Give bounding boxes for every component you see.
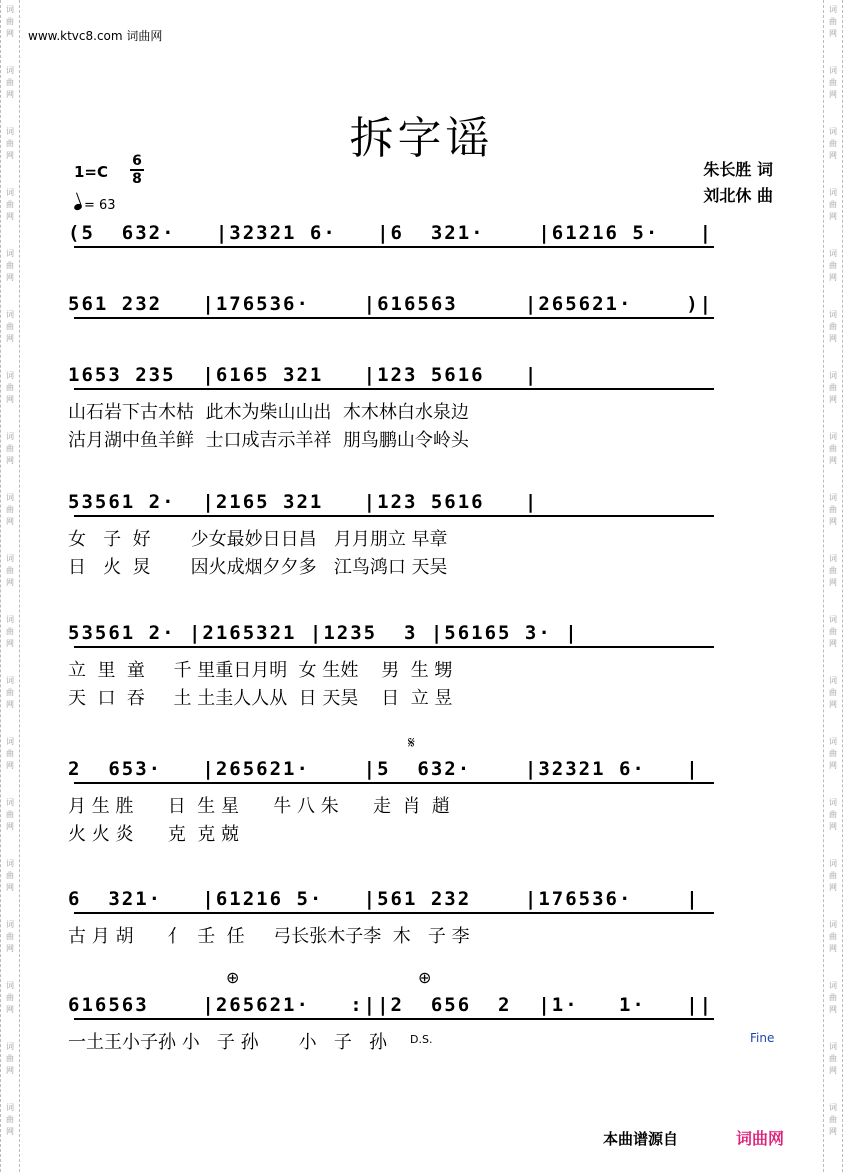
footer-brand[interactable]: 词曲网: [736, 1129, 785, 1148]
melody-line: 2 653· |265621· |5 632· |32321 6· |: [68, 758, 700, 780]
underline-beam: [74, 912, 714, 914]
composer: 刘北休 曲: [703, 186, 773, 205]
underline-beam: [74, 782, 714, 784]
side-watermark: 词 曲 网: [829, 432, 837, 465]
side-watermark: 词 曲 网: [6, 1103, 14, 1136]
side-watermark: 词 曲 网: [6, 859, 14, 892]
side-watermark: 词 曲 网: [829, 859, 837, 892]
side-watermark: 词 曲 网: [829, 554, 837, 587]
song-title: 拆字谣: [349, 113, 494, 164]
side-watermark: 词 曲 网: [829, 310, 837, 343]
lyric-line-2: 天 口 吞 土 土圭人人从 日 天昊 日 立 昱: [68, 688, 453, 709]
side-watermark: 词 曲 网: [829, 5, 837, 38]
segno-icon: 𝄋: [408, 733, 415, 752]
side-watermark: 词 曲 网: [6, 981, 14, 1014]
side-watermark: 词 曲 网: [6, 371, 14, 404]
side-watermark: 词 曲 网: [6, 432, 14, 465]
underline-beam: [74, 246, 714, 248]
melody-line: 53561 2· |2165 321 |123 5616 |: [68, 491, 539, 513]
lyric-line-2: 火 火 炎 克 克 兢: [68, 824, 239, 845]
lyric-line-1: 立 里 童 千 里重日月明 女 生姓 男 生 甥: [68, 660, 453, 681]
side-watermark: 词 曲 网: [6, 310, 14, 343]
footer-source: 本曲谱源自: [603, 1130, 679, 1148]
melody-line: 53561 2· |2165321 |1235 3 |56165 3· |: [68, 622, 579, 644]
lyric-line-1: 古 月 胡 亻 壬 任 弓长张木子李 木 子 李: [68, 926, 470, 947]
fine-mark: Fine: [750, 1031, 775, 1045]
side-watermark: 词 曲 网: [6, 615, 14, 648]
side-watermark: 词 曲 网: [829, 371, 837, 404]
side-watermark: 词 曲 网: [829, 615, 837, 648]
side-watermark: 词 曲 网: [829, 798, 837, 831]
underline-beam: [74, 317, 714, 319]
time-sig-top: 6: [132, 153, 142, 169]
underline-beam: [74, 388, 714, 390]
side-watermark: 词 曲 网: [6, 188, 14, 221]
side-watermark: 词 曲 网: [829, 1042, 837, 1075]
right-margin-strip: [823, 0, 843, 1172]
melody-line: (5 632· |32321 6· |6 321· |61216 5· |: [68, 222, 714, 244]
time-sig-bottom: 8: [132, 171, 142, 187]
lyric-line-1: 月 生 胜 日 生 星 牛 八 朱 走 肖 趙: [68, 796, 450, 817]
side-watermark: 词 曲 网: [6, 493, 14, 526]
side-watermark: 词 曲 网: [6, 66, 14, 99]
footer: [603, 1126, 784, 1149]
side-watermark: 词 曲 网: [6, 554, 14, 587]
tempo-value: = 63: [84, 198, 116, 213]
lyric-line-2: 日 火 炅 因火成烟夕夕多 江鸟鸿口 天吴: [68, 557, 448, 578]
coda-icon-2: ⊕: [418, 968, 432, 987]
side-watermark: 词 曲 网: [829, 493, 837, 526]
side-watermark: 词 曲 网: [829, 676, 837, 709]
side-watermark: 词 曲 网: [829, 737, 837, 770]
side-watermark: 词 曲 网: [6, 249, 14, 282]
lyricist: 朱长胜 词: [703, 160, 773, 179]
underline-beam: [74, 646, 714, 648]
underline-beam: [74, 515, 714, 517]
left-margin-strip: [0, 0, 20, 1172]
quarter-note-icon: [73, 203, 83, 211]
tempo-mark: [74, 198, 116, 213]
lyric-line-1: 山石岩下古木枯 此木为柴山山出 木木林白水泉边: [68, 402, 469, 423]
side-watermark: 词 曲 网: [829, 188, 837, 221]
melody-line: 6 321· |61216 5· |561 232 |176536· |: [68, 888, 700, 910]
coda-icon: ⊕: [226, 968, 240, 987]
side-watermark: 词 曲 网: [829, 249, 837, 282]
side-watermark: 词 曲 网: [6, 676, 14, 709]
side-watermark: 词 曲 网: [829, 66, 837, 99]
side-watermark: 词 曲 网: [6, 1042, 14, 1075]
lyric-line-1: 女 子 好 少女最妙日日昌 月月朋立 早章: [68, 529, 448, 550]
side-watermark: 词 曲 网: [6, 127, 14, 160]
site-label[interactable]: www.ktvc8.com 词曲网: [28, 29, 163, 43]
melody-line: 1653 235 |6165 321 |123 5616 |: [68, 364, 539, 386]
ds-mark: D.S.: [410, 1033, 433, 1046]
side-watermark: 词 曲 网: [829, 1103, 837, 1136]
side-watermark: 词 曲 网: [6, 920, 14, 953]
side-watermark: 词 曲 网: [829, 920, 837, 953]
lyric-line-1: 一土王小子孙 小 子 孙 小 子 孙: [68, 1032, 387, 1053]
side-watermark: 词 曲 网: [6, 737, 14, 770]
credits: [703, 157, 773, 209]
melody-line: 561 232 |176536· |616563 |265621· )|: [68, 293, 714, 315]
side-watermark: 词 曲 网: [829, 981, 837, 1014]
side-watermark: 词 曲 网: [6, 798, 14, 831]
side-watermark: 词 曲 网: [829, 127, 837, 160]
side-watermark: 词 曲 网: [6, 5, 14, 38]
underline-beam: [74, 1018, 714, 1020]
lyric-line-2: 沽月湖中鱼羊鲜 士口成吉示羊祥 朋鸟鹏山令岭头: [68, 430, 469, 451]
key-signature: 1=C: [74, 163, 109, 181]
time-signature: [130, 153, 144, 187]
melody-line: 616563 |265621· :||2 656 2 |1· 1· ||: [68, 994, 714, 1016]
